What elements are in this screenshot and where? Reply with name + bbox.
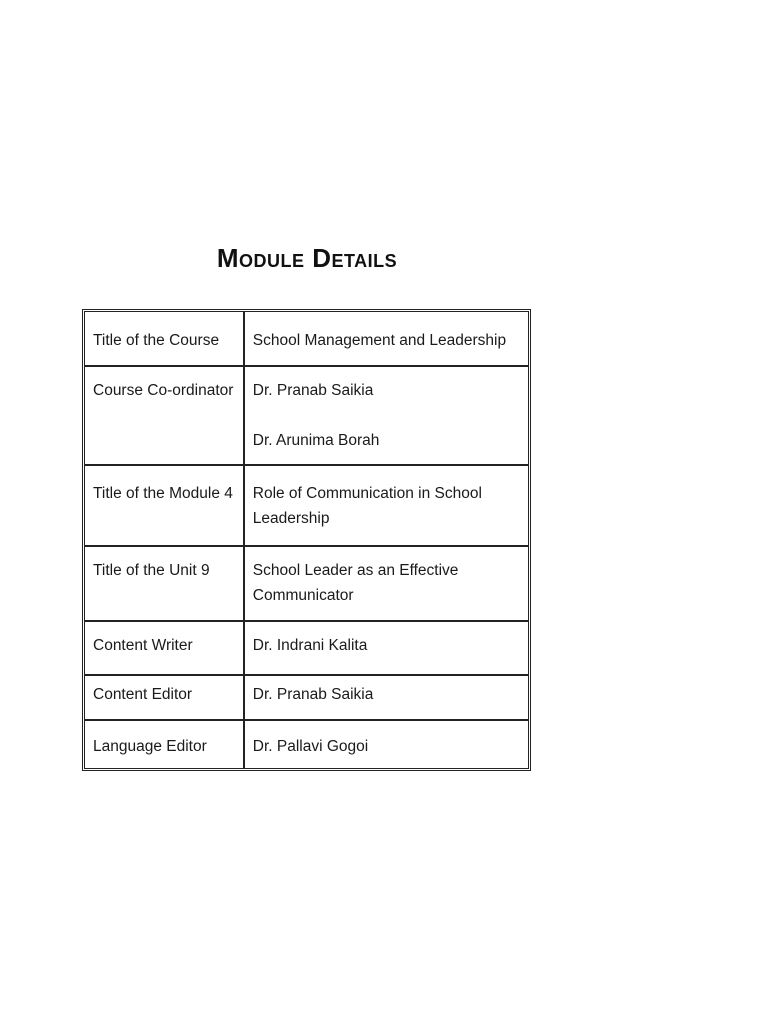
row-label: Language Editor (84, 720, 244, 769)
row-value (244, 675, 529, 720)
table-row-content-editor (84, 675, 529, 720)
row-label: Title of the Module 4 (84, 465, 244, 546)
row-value-text: Dr. Pallavi Gogoi (252, 738, 369, 755)
row-value (244, 621, 529, 675)
row-value-text: School Leader as an Effective Communicator (252, 562, 459, 604)
row-label: Course Co-ordinator (84, 366, 244, 465)
table-row-course-coordinator (84, 366, 529, 465)
table-row-unit-title (84, 546, 529, 621)
row-value-text: Dr. Arunima Borah (252, 432, 380, 449)
row-value (244, 465, 529, 546)
row-label: Content Editor (84, 675, 244, 720)
row-label: Title of the Course (84, 311, 244, 366)
row-label: Title of the Unit 9 (84, 546, 244, 621)
table-row-module-title (84, 465, 529, 546)
row-value (244, 720, 529, 769)
row-value (244, 546, 529, 621)
row-value-text: Dr. Pranab Saikia (252, 382, 374, 399)
module-details-table (82, 309, 531, 771)
row-value (244, 366, 529, 465)
page-title: Module Details (216, 243, 398, 273)
row-value-text: Dr. Indrani Kalita (252, 637, 368, 654)
row-label: Content Writer (84, 621, 244, 675)
row-value-text: Role of Communication in School Leadership (252, 485, 482, 527)
table-row-language-editor (84, 720, 529, 769)
table-row-content-writer (84, 621, 529, 675)
table-row-course-title (84, 311, 529, 366)
row-value-text: School Management and Leadership (252, 332, 507, 349)
row-value-text: Dr. Pranab Saikia (252, 686, 374, 703)
row-value (244, 311, 529, 366)
